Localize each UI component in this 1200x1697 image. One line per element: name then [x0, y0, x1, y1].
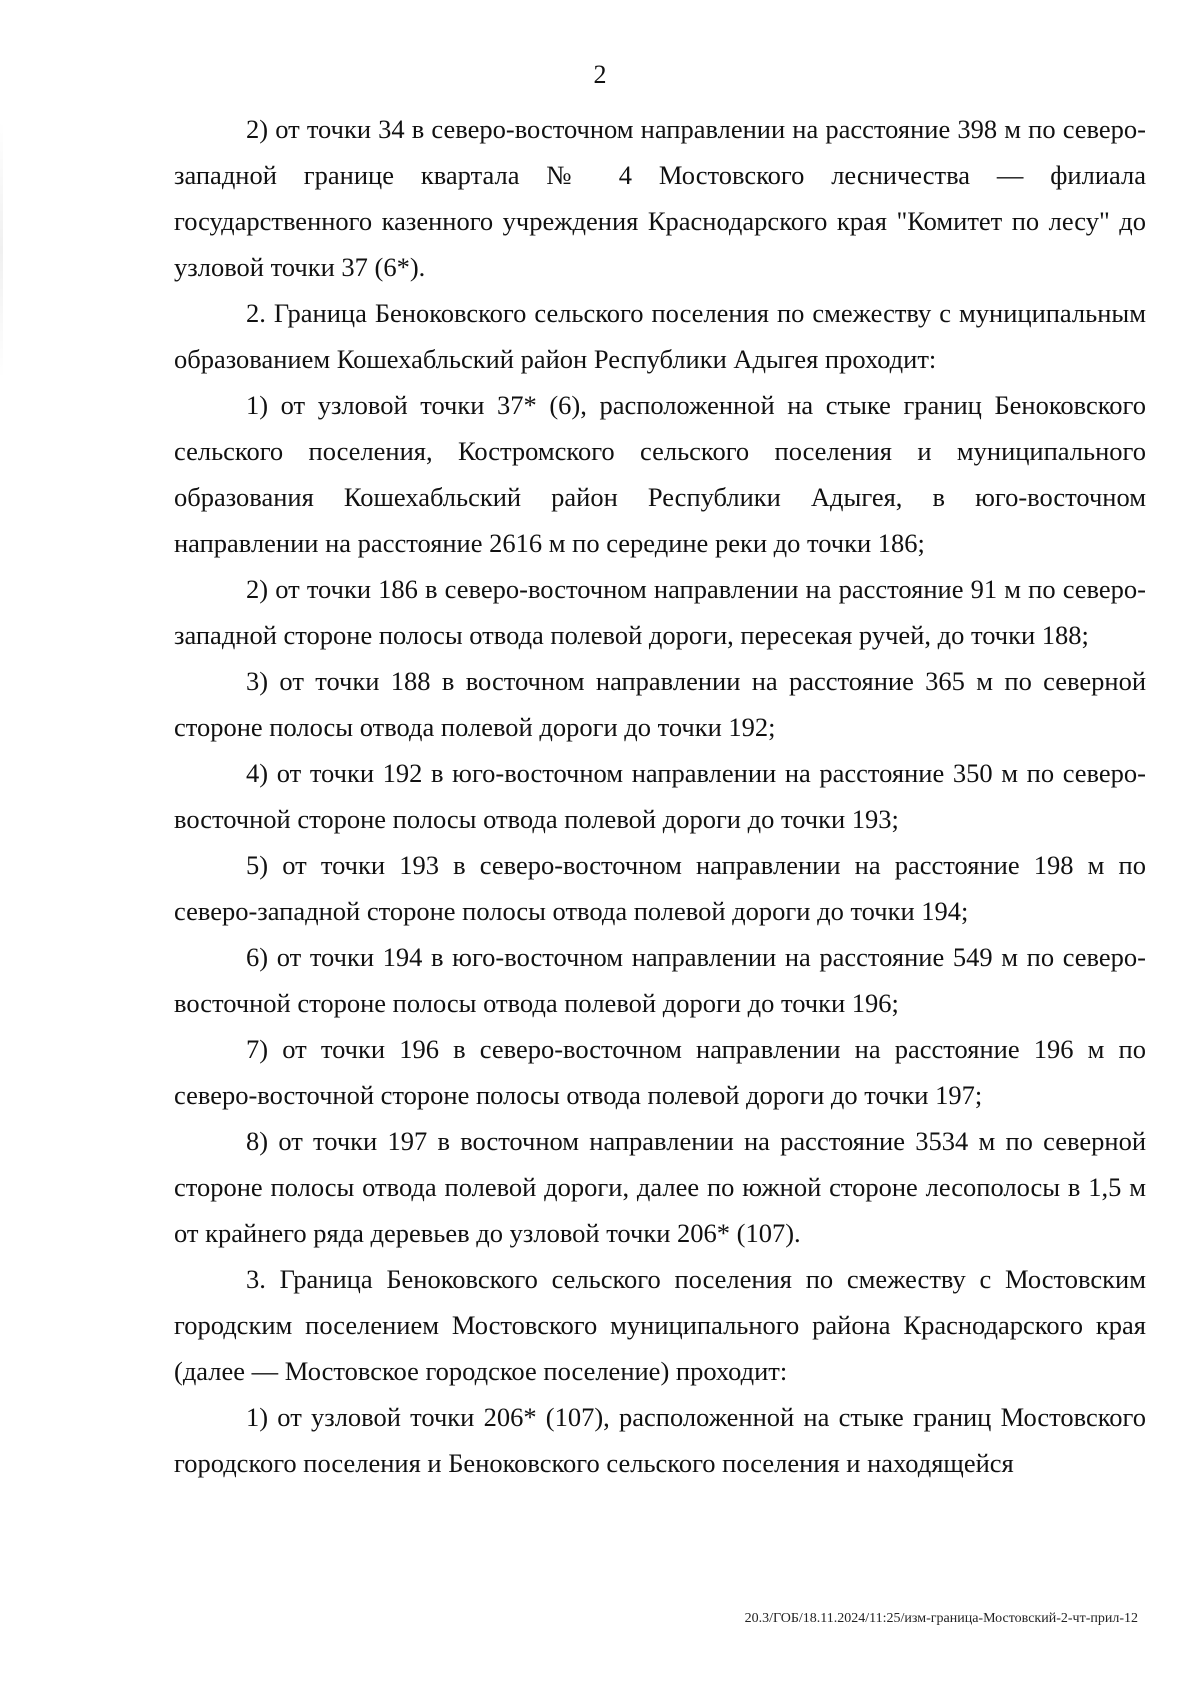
- paragraph-5: 3) от точки 188 в восточном направлении на расстояние 365 м по северной стороне полосы отвода полевой дороги до точки 192;: [174, 666, 1146, 742]
- paragraph-4: 2) от точки 186 в северо-восточном направлении на расстояние 91 м по северо-западной стороне полосы отвода полевой дороги, пересекая ручей, до точки 188;: [174, 574, 1146, 650]
- paragraph-11: 3. Граница Беноковского сельского поселения по смежеству с Мостовским городским поселением Мостовского муниципального района Краснодарского края (далее — Мостовское городское поселение) проходит:: [174, 1264, 1146, 1386]
- paragraph-10: 8) от точки 197 в восточном направлении на расстояние 3534 м по северной стороне полосы отвода полевой дороги, далее по южной стороне лесополосы в 1,5 м от крайнего ряда деревьев до узловой точки 206* (107).: [174, 1126, 1146, 1248]
- scan-edge-shadow: [0, 120, 3, 380]
- paragraph-1: 2) от точки 34 в северо-восточном направлении на расстояние 398 м по северо-западной границе квартала № 4 Мостовского лесничества — филиала государственного казенного учреждения Краснодарского края "Комитет по лесу" до узловой точки 37 (6*).: [174, 114, 1146, 282]
- paragraph-7: 5) от точки 193 в северо-восточном направлении на расстояние 198 м по северо-западной стороне полосы отвода полевой дороги до точки 194;: [174, 850, 1146, 926]
- page-number: 2: [593, 60, 607, 89]
- paragraph-6: 4) от точки 192 в юго-восточном направлении на расстояние 350 м по северо-восточной стороне полосы отвода полевой дороги до точки 193;: [174, 758, 1146, 834]
- document-body: [174, 106, 1146, 1486]
- paragraph-2: 2. Граница Беноковского сельского поселения по смежеству с муниципальным образованием Кошехабльский район Республики Адыгея проходит:: [174, 298, 1146, 374]
- paragraph-9: 7) от точки 196 в северо-восточном направлении на расстояние 196 м по северо-восточной стороне полосы отвода полевой дороги до точки 197;: [174, 1034, 1146, 1110]
- document-footer-reference: 20.3/ГОБ/18.11.2024/11:25/изм-граница-Мостовский-2-чт-прил-12: [744, 1611, 1138, 1626]
- paragraph-8: 6) от точки 194 в юго-восточном направлении на расстояние 549 м по северо-восточной стороне полосы отвода полевой дороги до точки 196;: [174, 942, 1146, 1018]
- paragraph-12: 1) от узловой точки 206* (107), расположенной на стыке границ Мостовского городского поселения и Беноковского сельского поселения и находящейся: [174, 1402, 1146, 1478]
- paragraph-3: 1) от узловой точки 37* (6), расположенной на стыке границ Беноковского сельского поселения, Костромского сельского поселения и муниципального образования Кошехабльский район Республики Адыгея, в юго-восточном направлении на расстояние 2616 м по середине реки до точки 186;: [174, 390, 1146, 558]
